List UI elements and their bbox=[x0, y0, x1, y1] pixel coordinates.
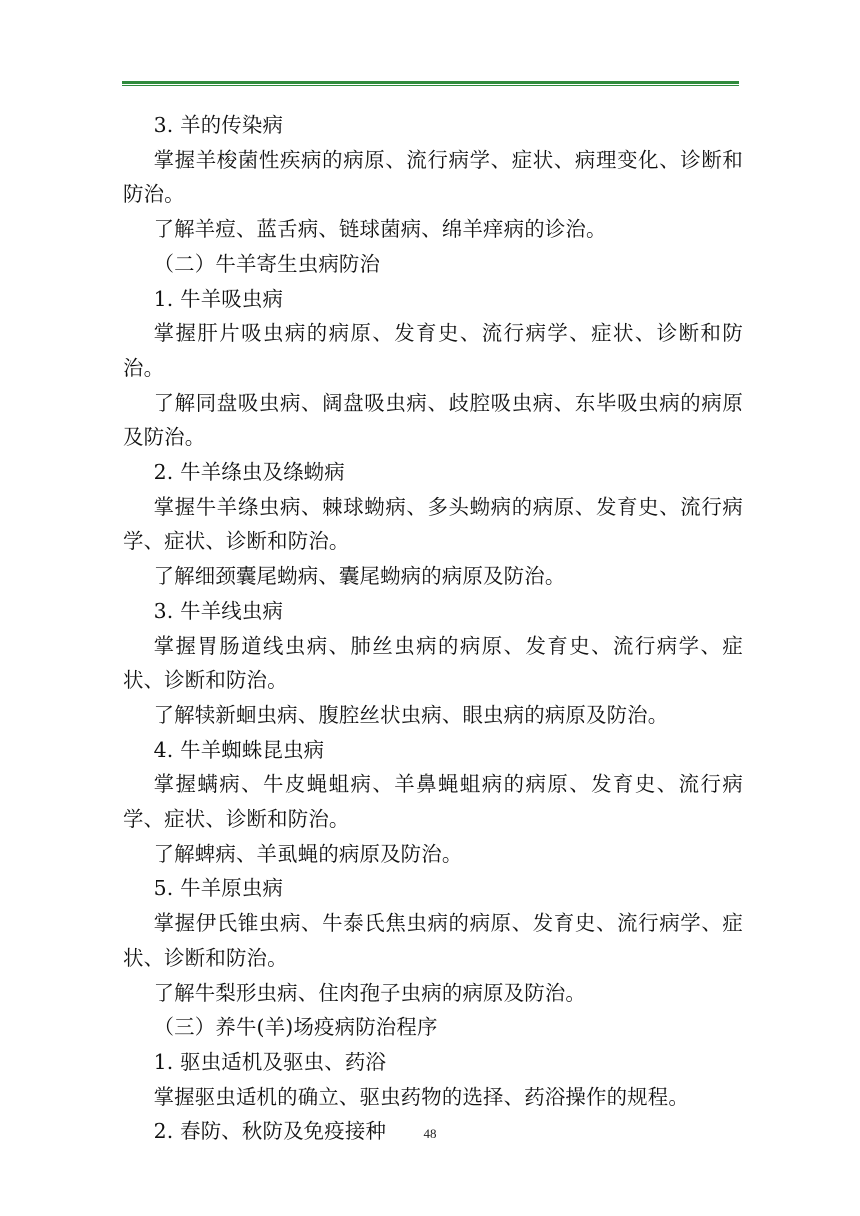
item-heading: 3. 羊的传染病 bbox=[153, 113, 284, 137]
section-heading: （三）养牛(羊)场疫病防治程序 bbox=[153, 1015, 438, 1040]
paragraph: 了解犊新蛔虫病、腹腔丝状虫病、眼虫病的病原及防治。 bbox=[153, 702, 669, 727]
paragraph: 掌握驱虫适机的确立、驱虫药物的选择、药浴操作的规程。 bbox=[153, 1084, 689, 1109]
section-heading: （二）牛羊寄生虫病防治 bbox=[153, 251, 381, 276]
item-heading: 3. 牛羊线虫病 bbox=[153, 598, 284, 623]
paragraph: 了解牛梨形虫病、住肉孢子虫病的病原及防治。 bbox=[153, 980, 586, 1005]
paragraph: 掌握肝片吸虫病的病原、发育史、流行病学、症状、诊断和防治。 bbox=[123, 321, 743, 380]
paragraph: 了解蜱病、羊虱蝇的病原及防治。 bbox=[153, 841, 463, 866]
item-heading: 1. 驱虫适机及驱虫、药浴 bbox=[153, 1049, 387, 1074]
item-heading: 5. 牛羊原虫病 bbox=[153, 876, 284, 901]
paragraph: 了解细颈囊尾蚴病、囊尾蚴病的病原及防治。 bbox=[153, 564, 566, 589]
item-heading: 1. 牛羊吸虫病 bbox=[153, 286, 284, 311]
page-number: 48 bbox=[423, 1126, 437, 1141]
paragraph: 掌握螨病、牛皮蝇蛆病、羊鼻蝇蛆病的病原、发育史、流行病学、症状、诊断和防治。 bbox=[123, 772, 743, 832]
paragraph: 掌握羊梭菌性疾病的病原、流行病学、症状、病理变化、诊断和防治。 bbox=[123, 147, 743, 207]
paragraph: 掌握牛羊绦虫病、棘球蚴病、多头蚴病的病原、发育史、流行病学、症状、诊断和防治。 bbox=[123, 494, 743, 554]
header-rule bbox=[122, 81, 739, 84]
paragraph: 了解同盘吸虫病、阔盘吸虫病、歧腔吸虫病、东毕吸虫病的病原及防治。 bbox=[123, 390, 743, 450]
paragraph: 掌握胃肠道线虫病、肺丝虫病的病原、发育史、流行病学、症状、诊断和防治。 bbox=[123, 633, 743, 693]
document-body bbox=[123, 108, 743, 1149]
item-heading: 2. 牛羊绦虫及绦蚴病 bbox=[153, 460, 345, 485]
paragraph: 掌握伊氏锥虫病、牛泰氏焦虫病的病原、发育史、流行病学、症状、诊断和防治。 bbox=[123, 911, 743, 970]
item-heading: 4. 牛羊蜘蛛昆虫病 bbox=[153, 737, 325, 762]
paragraph: 了解羊痘、蓝舌病、链球菌病、绵羊痒病的诊治。 bbox=[153, 217, 607, 242]
header-rule-thin bbox=[122, 85, 739, 86]
item-heading: 2. 春防、秋防及免疫接种 bbox=[153, 1119, 387, 1144]
